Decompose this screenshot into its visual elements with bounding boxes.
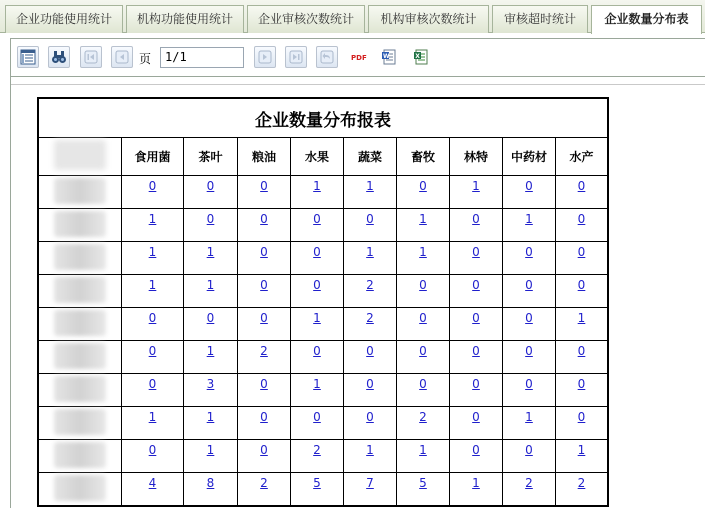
value-cell (122, 341, 184, 374)
tab-institution-function-stats[interactable]: 机构功能使用统计 (126, 5, 244, 33)
back-icon[interactable] (316, 46, 338, 68)
value-cell (503, 176, 556, 209)
tab-enterprise-review-stats[interactable]: 企业审核次数统计 (247, 5, 365, 33)
value-cell (122, 242, 184, 275)
value-cell (291, 341, 344, 374)
value-cell (184, 308, 238, 341)
value-cell (397, 374, 450, 407)
value-cell (397, 440, 450, 473)
value-cell (556, 176, 609, 209)
value-cell (184, 176, 238, 209)
value-cell (556, 308, 609, 341)
next-page-icon[interactable] (254, 46, 276, 68)
count-link[interactable]: 1 (366, 245, 374, 259)
count-link[interactable]: 0 (525, 443, 533, 457)
value-cell (397, 242, 450, 275)
count-link[interactable]: 0 (525, 344, 533, 358)
value-cell (344, 374, 397, 407)
svg-text:PDF: PDF (351, 54, 367, 62)
count-link[interactable]: 0 (472, 443, 480, 457)
value-cell (397, 209, 450, 242)
row-name-cell (38, 176, 122, 209)
count-link[interactable]: 1 (206, 278, 215, 292)
count-link[interactable]: 1 (206, 344, 215, 358)
value-cell (184, 341, 238, 374)
count-link[interactable]: 4 (148, 476, 157, 490)
value-cell (122, 209, 184, 242)
value-cell (503, 308, 556, 341)
row-name-cell (38, 440, 122, 473)
count-link[interactable]: 2 (366, 311, 374, 325)
content-divider (11, 79, 705, 85)
count-link[interactable]: 1 (419, 443, 427, 457)
count-link[interactable]: 0 (148, 344, 157, 358)
count-link[interactable]: 1 (577, 443, 586, 457)
count-link[interactable]: 0 (260, 212, 268, 226)
value-cell (344, 440, 397, 473)
count-link[interactable]: 0 (419, 311, 427, 325)
value-cell (397, 275, 450, 308)
value-cell (238, 176, 291, 209)
count-link[interactable]: 0 (260, 245, 268, 259)
count-link[interactable]: 0 (260, 311, 268, 325)
count-link[interactable]: 0 (419, 344, 427, 358)
value-cell (556, 209, 609, 242)
value-cell (344, 407, 397, 440)
header-row (38, 138, 608, 176)
value-cell (291, 473, 344, 507)
count-link[interactable]: 0 (148, 377, 157, 391)
value-cell (450, 242, 503, 275)
count-link[interactable]: 1 (148, 410, 157, 424)
count-link[interactable]: 7 (366, 476, 374, 490)
value-cell (291, 440, 344, 473)
column-header: 食用菌 (122, 138, 184, 176)
value-cell (122, 407, 184, 440)
value-cell (184, 242, 238, 275)
count-link[interactable]: 0 (148, 443, 157, 457)
count-link[interactable]: 0 (366, 377, 374, 391)
value-cell (184, 407, 238, 440)
column-header: 水果 (291, 138, 344, 176)
value-cell (238, 341, 291, 374)
row-name-cell (38, 374, 122, 407)
value-cell (503, 374, 556, 407)
last-page-icon[interactable] (285, 46, 307, 68)
table-row (38, 209, 608, 242)
count-link[interactable]: 0 (419, 278, 427, 292)
count-link[interactable]: 0 (525, 245, 533, 259)
value-cell (238, 242, 291, 275)
count-link[interactable]: 0 (366, 344, 374, 358)
value-cell (122, 374, 184, 407)
excel-icon[interactable] (410, 46, 432, 68)
distribution-report-table (37, 97, 609, 507)
count-link[interactable]: 1 (472, 476, 480, 490)
count-link[interactable]: 8 (206, 476, 215, 490)
column-header: 林特 (450, 138, 503, 176)
row-name (54, 211, 106, 237)
count-link[interactable]: 0 (525, 278, 533, 292)
value-cell (238, 440, 291, 473)
count-link[interactable]: 0 (206, 212, 215, 226)
value-cell (503, 440, 556, 473)
value-cell (397, 407, 450, 440)
table-row (38, 440, 608, 473)
value-cell (450, 473, 503, 507)
value-cell (556, 440, 609, 473)
value-cell (556, 407, 609, 440)
value-cell (556, 341, 609, 374)
value-cell (556, 473, 609, 507)
tab-review-timeout-stats[interactable]: 审核超时统计 (492, 5, 588, 33)
count-link[interactable]: 0 (313, 245, 321, 259)
count-link[interactable]: 0 (260, 443, 268, 457)
value-cell (122, 440, 184, 473)
value-cell (397, 341, 450, 374)
count-link[interactable]: 1 (206, 245, 215, 259)
count-link[interactable]: 0 (313, 212, 321, 226)
toc-icon[interactable] (17, 46, 39, 68)
value-cell (450, 341, 503, 374)
value-cell (450, 407, 503, 440)
count-link[interactable]: 2 (260, 344, 268, 358)
row-name-cell (38, 242, 122, 275)
row-name (54, 310, 106, 336)
table-row (38, 176, 608, 209)
value-cell (503, 341, 556, 374)
count-link[interactable]: 0 (313, 278, 321, 292)
count-link[interactable]: 0 (206, 179, 215, 193)
count-link[interactable]: 1 (313, 311, 321, 325)
value-cell (344, 209, 397, 242)
value-cell (397, 473, 450, 507)
value-cell (291, 176, 344, 209)
count-link[interactable]: 2 (419, 410, 427, 424)
count-link[interactable]: 1 (525, 212, 533, 226)
value-cell (238, 374, 291, 407)
table-row (38, 407, 608, 440)
tab-bar (0, 0, 705, 33)
value-cell (291, 275, 344, 308)
table-row (38, 275, 608, 308)
table-row (38, 341, 608, 374)
value-cell (184, 473, 238, 507)
row-name-cell (38, 473, 122, 507)
value-cell (238, 407, 291, 440)
row-name-cell (38, 275, 122, 308)
count-link[interactable]: 0 (472, 245, 480, 259)
count-link[interactable]: 1 (419, 212, 427, 226)
count-link[interactable]: 0 (577, 278, 586, 292)
count-link[interactable]: 0 (419, 179, 427, 193)
value-cell (344, 473, 397, 507)
count-link[interactable]: 2 (260, 476, 268, 490)
value-cell (503, 242, 556, 275)
row-name (54, 277, 106, 303)
row-name (54, 343, 106, 369)
value-cell (291, 242, 344, 275)
row-name-cell (38, 407, 122, 440)
value-cell (291, 374, 344, 407)
count-link[interactable]: 1 (206, 410, 215, 424)
count-link[interactable]: 2 (577, 476, 586, 490)
column-header: 蔬菜 (344, 138, 397, 176)
report-toolbar (11, 39, 705, 77)
count-link[interactable]: 1 (313, 377, 321, 391)
count-link[interactable]: 0 (472, 377, 480, 391)
column-header: 畜牧 (397, 138, 450, 176)
table-row (38, 308, 608, 341)
count-link[interactable]: 0 (472, 212, 480, 226)
page-number-input[interactable]: 1/1 (160, 47, 244, 68)
value-cell (184, 374, 238, 407)
value-cell (291, 209, 344, 242)
row-name (54, 409, 106, 435)
value-cell (450, 374, 503, 407)
count-link[interactable]: 0 (313, 344, 321, 358)
column-header: 水产 (556, 138, 609, 176)
count-link[interactable]: 1 (148, 212, 157, 226)
value-cell (238, 275, 291, 308)
count-link[interactable]: 0 (260, 377, 268, 391)
row-name (54, 442, 106, 468)
count-link[interactable]: 0 (472, 410, 480, 424)
count-link[interactable]: 0 (472, 311, 480, 325)
value-cell (556, 374, 609, 407)
value-cell (344, 242, 397, 275)
binoculars-icon[interactable] (48, 46, 70, 68)
count-link[interactable]: 1 (206, 443, 215, 457)
value-cell (184, 209, 238, 242)
count-link[interactable]: 0 (148, 179, 157, 193)
table-row (38, 242, 608, 275)
value-cell (291, 308, 344, 341)
count-link[interactable]: 1 (148, 245, 157, 259)
value-cell (556, 275, 609, 308)
count-link[interactable]: 2 (366, 278, 374, 292)
row-name-cell (38, 308, 122, 341)
count-link[interactable]: 1 (525, 410, 533, 424)
corner-cell (38, 138, 122, 176)
count-link[interactable]: 1 (313, 179, 321, 193)
value-cell (184, 440, 238, 473)
value-cell (122, 473, 184, 507)
count-link[interactable]: 0 (366, 410, 374, 424)
count-link[interactable]: 0 (525, 377, 533, 391)
value-cell (397, 176, 450, 209)
word-icon[interactable] (378, 46, 400, 68)
value-cell (184, 275, 238, 308)
value-cell (291, 407, 344, 440)
count-link[interactable]: 0 (260, 179, 268, 193)
table-row (38, 374, 608, 407)
value-cell (556, 242, 609, 275)
tab-enterprise-distribution[interactable]: 企业数量分布表 (591, 5, 702, 34)
count-link[interactable]: 0 (525, 179, 533, 193)
svg-text:X: X (415, 53, 420, 60)
count-link[interactable]: 0 (577, 179, 586, 193)
count-link[interactable]: 0 (260, 278, 268, 292)
value-cell (238, 308, 291, 341)
value-cell (503, 473, 556, 507)
count-link[interactable]: 1 (148, 278, 157, 292)
count-link[interactable]: 0 (260, 410, 268, 424)
row-name (54, 376, 106, 402)
row-name (54, 475, 106, 501)
value-cell (450, 275, 503, 308)
value-cell (344, 275, 397, 308)
table-row (38, 473, 608, 507)
count-link[interactable]: 0 (313, 410, 321, 424)
value-cell (397, 308, 450, 341)
count-link[interactable]: 1 (577, 311, 586, 325)
count-link[interactable]: 0 (525, 311, 533, 325)
pdf-icon[interactable] (348, 46, 370, 68)
page-label: 页 (139, 52, 152, 66)
first-page-icon[interactable] (80, 46, 102, 68)
value-cell (344, 176, 397, 209)
value-cell (503, 407, 556, 440)
count-link[interactable]: 0 (206, 311, 215, 325)
count-link[interactable]: 0 (366, 212, 374, 226)
row-name-cell (38, 341, 122, 374)
svg-text:W: W (383, 53, 390, 60)
count-link[interactable]: 0 (577, 212, 586, 226)
count-link[interactable]: 0 (419, 377, 427, 391)
count-link[interactable]: 0 (577, 245, 586, 259)
value-cell (122, 275, 184, 308)
value-cell (344, 341, 397, 374)
value-cell (344, 308, 397, 341)
value-cell (450, 209, 503, 242)
value-cell (503, 209, 556, 242)
value-cell (238, 209, 291, 242)
column-header: 茶叶 (184, 138, 238, 176)
column-header: 中药材 (503, 138, 556, 176)
count-link[interactable]: 3 (206, 377, 215, 391)
count-link[interactable]: 0 (577, 410, 586, 424)
count-link[interactable]: 1 (419, 245, 427, 259)
count-link[interactable]: 1 (366, 443, 374, 457)
column-header: 粮油 (238, 138, 291, 176)
value-cell (122, 308, 184, 341)
count-link[interactable]: 5 (313, 476, 321, 490)
count-link[interactable]: 0 (577, 377, 586, 391)
value-cell (503, 275, 556, 308)
value-cell (450, 176, 503, 209)
value-cell (122, 176, 184, 209)
count-link[interactable]: 0 (148, 311, 157, 325)
prev-page-icon[interactable] (111, 46, 133, 68)
tab-institution-review-stats[interactable]: 机构审核次数统计 (368, 5, 489, 33)
row-name (54, 178, 106, 204)
tab-enterprise-function-stats[interactable]: 企业功能使用统计 (5, 5, 123, 33)
report-title: 企业数量分布报表 (38, 98, 608, 138)
count-link[interactable]: 5 (419, 476, 427, 490)
count-link[interactable]: 2 (525, 476, 533, 490)
row-name (54, 244, 106, 270)
count-link[interactable]: 1 (472, 179, 480, 193)
count-link[interactable]: 0 (472, 278, 480, 292)
count-link[interactable]: 0 (577, 344, 586, 358)
count-link[interactable]: 1 (366, 179, 374, 193)
count-link[interactable]: 2 (313, 443, 321, 457)
value-cell (450, 440, 503, 473)
value-cell (238, 473, 291, 507)
value-cell (450, 308, 503, 341)
row-name-cell (38, 209, 122, 242)
count-link[interactable]: 0 (472, 344, 480, 358)
